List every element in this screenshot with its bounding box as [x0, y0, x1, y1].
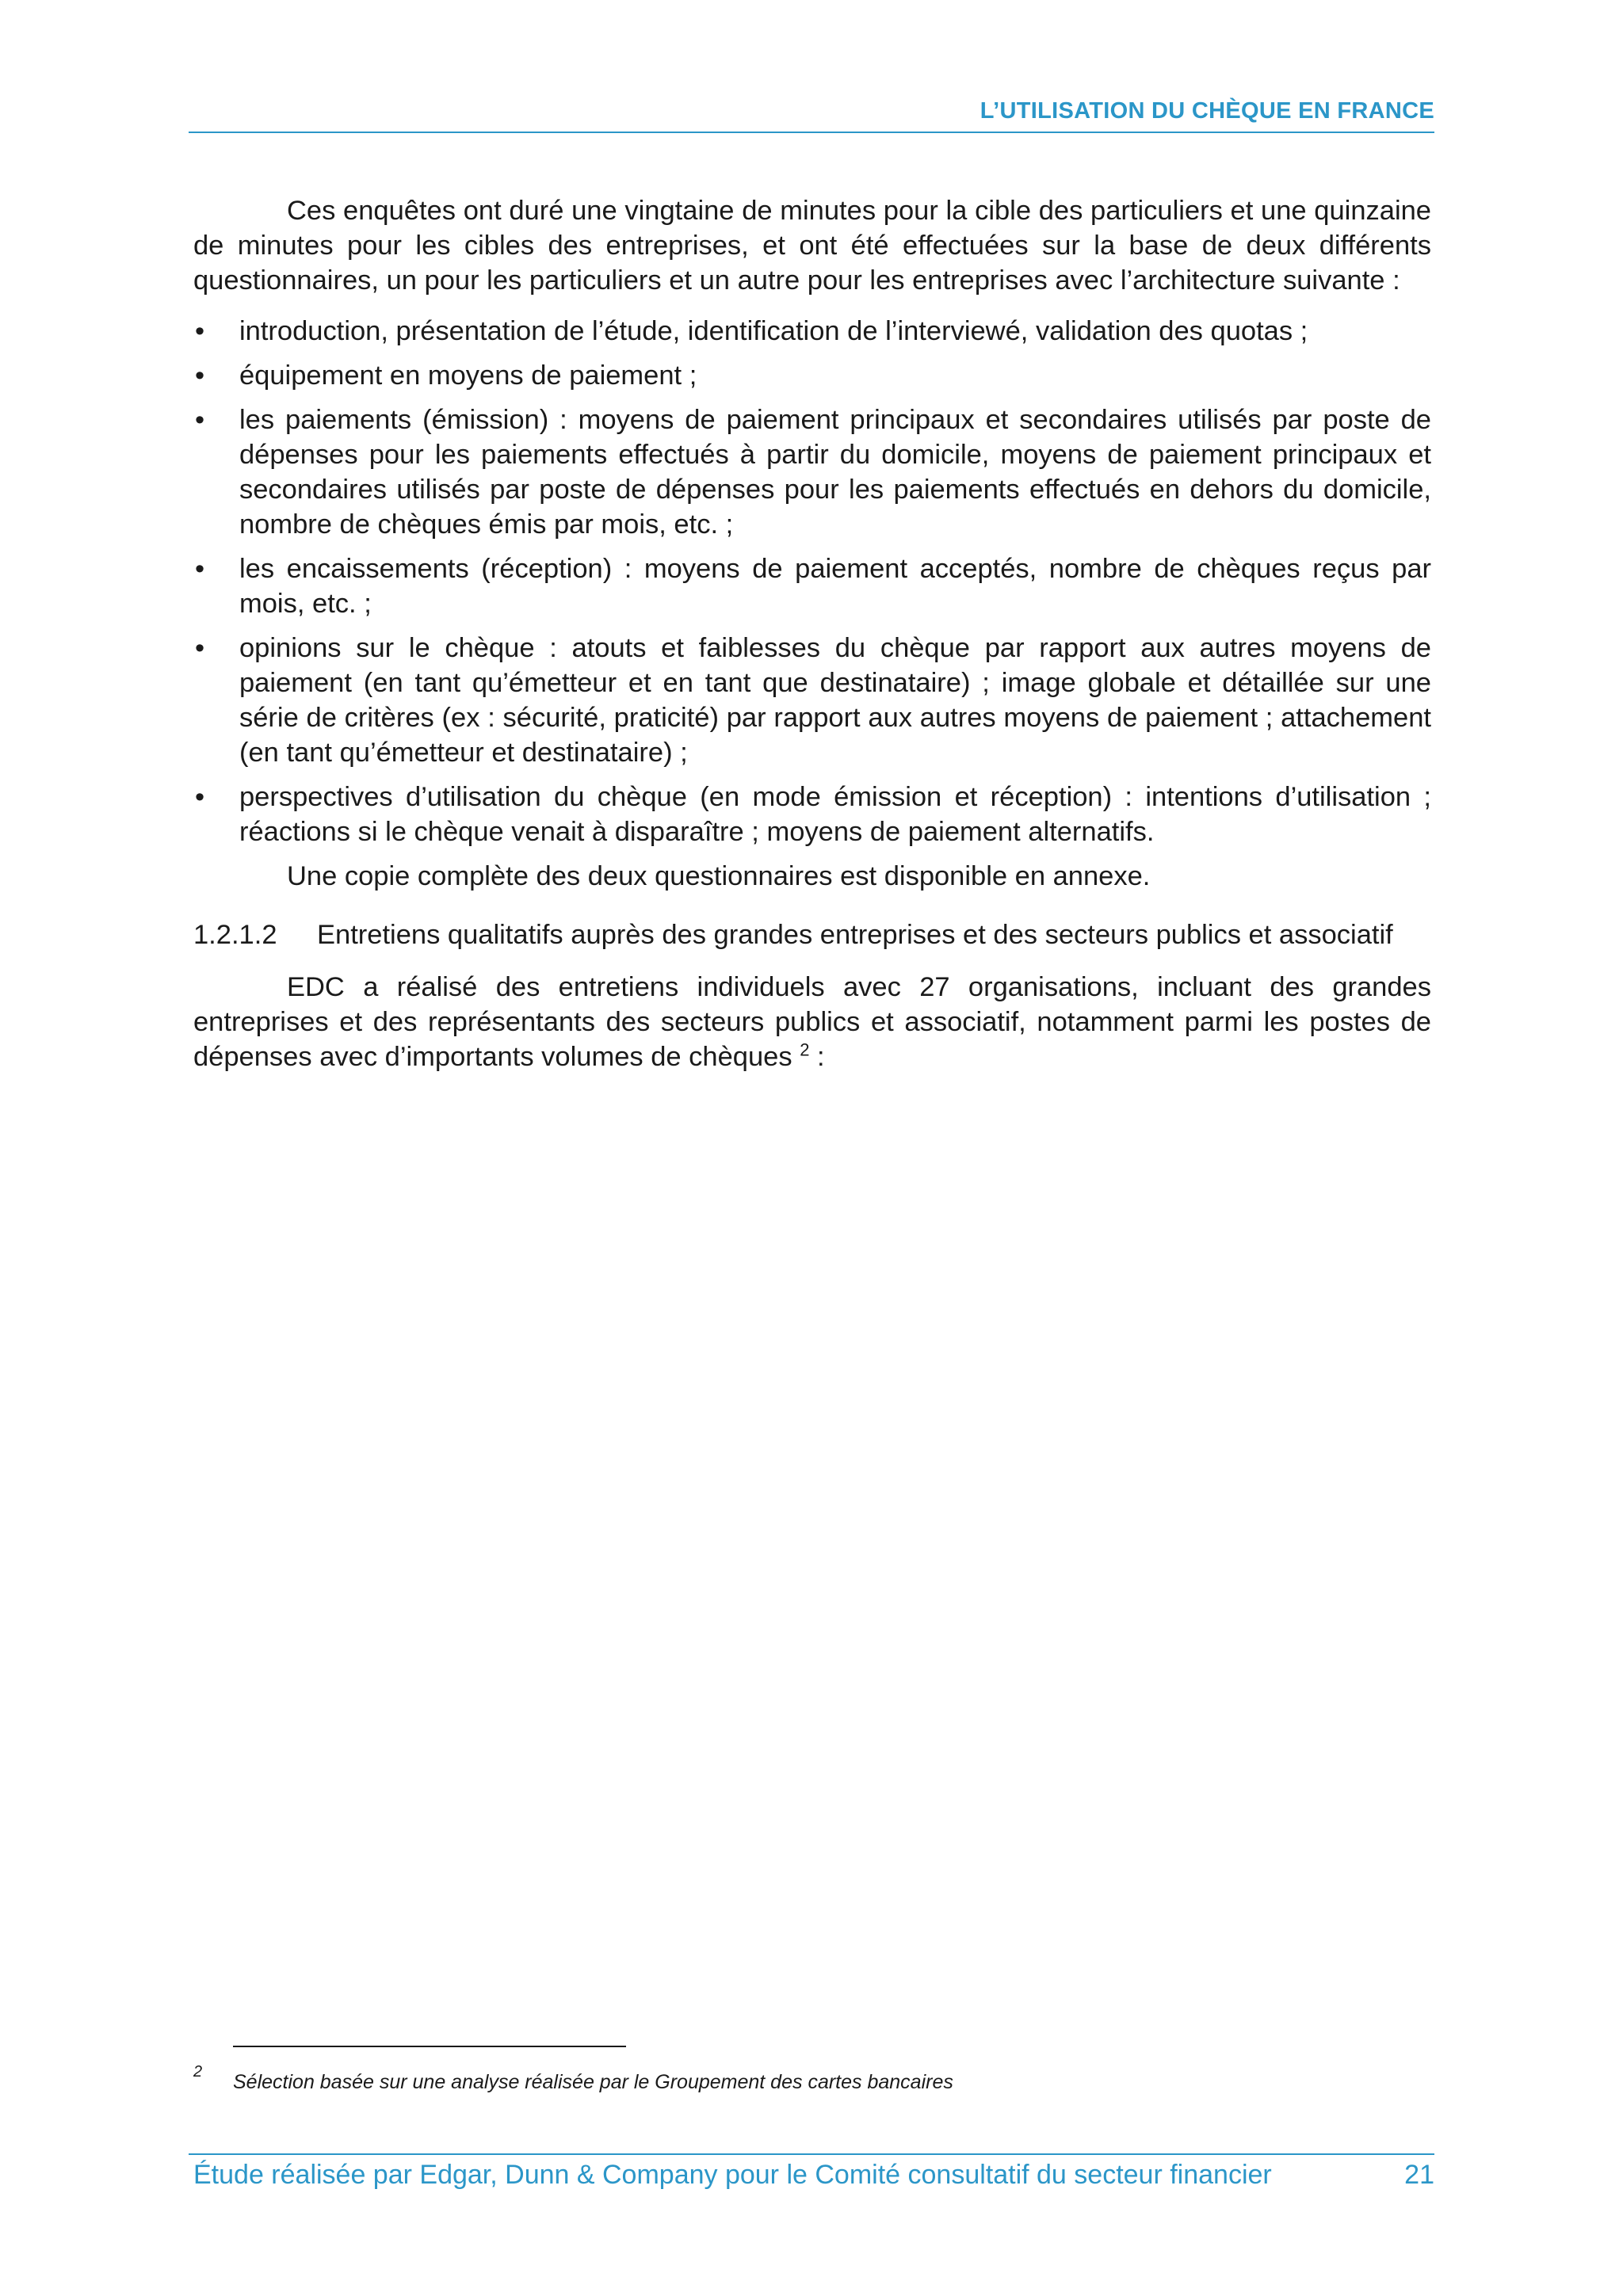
bullet-icon: • [195, 782, 205, 812]
header-divider [189, 132, 1434, 133]
list-item-text: introduction, présentation de l’étude, identification de l’interviewé, validation des quotas ; [239, 316, 1308, 346]
bullet-icon: • [195, 316, 205, 346]
list-item [193, 358, 1431, 393]
bullet-icon: • [195, 360, 205, 391]
footnote-reference[interactable]: 2 [800, 1039, 810, 1060]
annex-paragraph: Une copie complète des deux questionnaires est disponible en annexe. [287, 861, 1151, 891]
section-title: Entretiens qualitatifs auprès des grandes entreprises et des secteurs publics et associatif [317, 920, 1393, 950]
edc-paragraph-end: : [809, 1042, 825, 1072]
list-item-text: les paiements (émission) : moyens de paiement principaux et secondaires utilisés par poste de dépenses pour les paiements effectués à partir du domicile, moyens de paiement principaux et secondaires utilisés par poste de dépenses pour les paiements effectués en dehors du domicile, nombre de chèques émis par mois, etc. ; [239, 405, 1431, 540]
list-item [193, 314, 1431, 349]
edc-paragraph [193, 970, 1431, 1074]
list-item-text: équipement en moyens de paiement ; [239, 360, 697, 391]
list-item-text: perspectives d’utilisation du chèque (en mode émission et réception) : intentions d’utilisation ; réactions si le chèque venait à disparaître ; moyens de paiement alternatifs. [239, 782, 1431, 847]
document-body [193, 193, 1431, 1090]
section-heading [193, 917, 1431, 952]
list-item [193, 780, 1431, 849]
intro-paragraph: Ces enquêtes ont duré une vingtaine de minutes pour la cible des particuliers et une quinzaine de minutes pour les cibles des entreprises, et ont été effectuées sur la base de deux différents questionnaires, un pour les particuliers et un autre pour les entreprises avec l’architecture suivante : [193, 196, 1431, 296]
list-item [193, 551, 1431, 621]
footnote-text: Sélection basée sur une analyse réalisée par le Groupement des cartes bancaires [233, 2071, 953, 2093]
edc-paragraph-text: EDC a réalisé des entretiens individuels avec 27 organisations, incluant des grandes entreprises et des représentants des secteurs publics et associatif, notamment parmi les postes de dépenses avec d’importants volumes de chèques [193, 972, 1431, 1072]
architecture-list [193, 314, 1431, 849]
bullet-icon: • [195, 554, 205, 584]
bullet-icon: • [195, 405, 205, 435]
bullet-icon: • [195, 633, 205, 663]
footer-credit: Étude réalisée par Edgar, Dunn & Company pour le Comité consultatif du secteur financier [193, 2160, 1272, 2190]
footnote-number: 2 [193, 2063, 203, 2081]
list-item [193, 631, 1431, 770]
footer-divider [189, 2153, 1434, 2155]
page-number: 21 [1404, 2160, 1434, 2190]
footnote-divider [233, 2046, 626, 2047]
section-number: 1.2.1.2 [193, 920, 277, 950]
list-item [193, 402, 1431, 542]
list-item-text: opinions sur le chèque : atouts et faiblesses du chèque par rapport aux autres moyens de paiement (en tant qu’émetteur et en tant que destinataire) ; image globale et détaillée sur une série de critères (ex : sécurité, praticité) par rapport aux autres moyens de paiement ; attachement (en tant qu’émetteur et destinataire) ; [239, 633, 1431, 768]
list-item-text: les encaissements (réception) : moyens de paiement acceptés, nombre de chèques reçus par mois, etc. ; [239, 554, 1431, 619]
running-header-title: L’UTILISATION DU CHÈQUE EN FRANCE [980, 98, 1434, 124]
